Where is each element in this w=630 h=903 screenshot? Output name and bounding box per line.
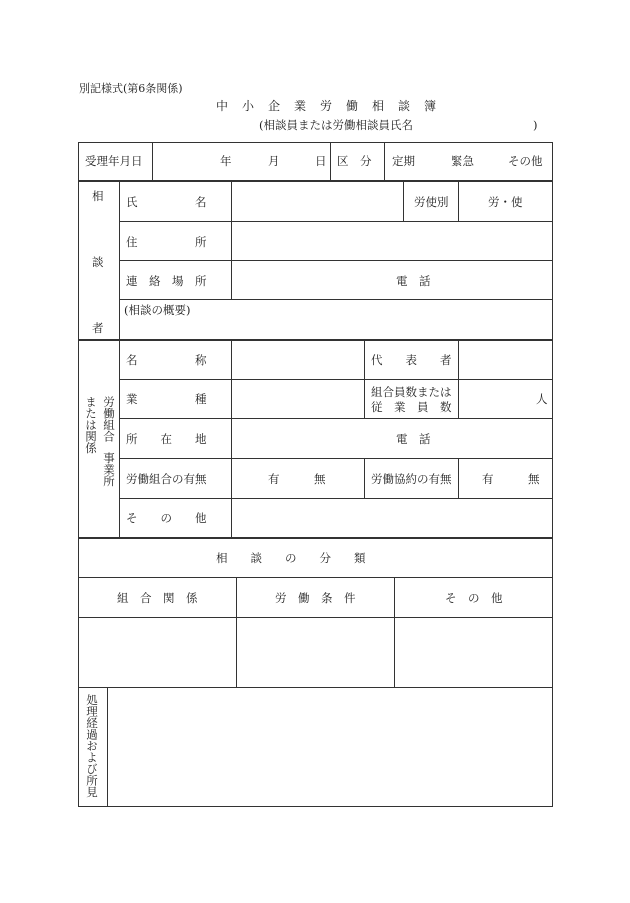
reception-day: 日	[315, 154, 327, 168]
reception-month: 月	[268, 154, 280, 168]
rule	[330, 142, 331, 181]
location-label: 所 在 地	[126, 432, 207, 446]
rule	[119, 418, 553, 419]
org-phone-label: 電 話	[396, 432, 431, 446]
consultant-name-close: )	[533, 118, 538, 132]
rule	[364, 458, 365, 498]
union-exists-value[interactable]: 有 無	[268, 472, 326, 486]
frame-right	[552, 142, 553, 807]
labor-mgmt-label: 労使別	[414, 195, 449, 209]
rule	[78, 687, 553, 688]
category-regular[interactable]: 定期	[392, 154, 415, 168]
rule	[119, 299, 553, 300]
members-unit: 人	[536, 392, 548, 406]
agreement-value[interactable]: 有 無	[482, 472, 540, 486]
org-other-label: そ の 他	[126, 511, 207, 525]
rule	[107, 687, 108, 807]
rule	[231, 181, 232, 300]
org-name-label: 名 称	[126, 353, 207, 367]
representative-label: 代 表 者	[371, 353, 452, 367]
rule	[78, 537, 553, 539]
consultant-phone-label: 電 話	[396, 274, 431, 288]
category-other[interactable]: その他	[508, 154, 543, 168]
rule	[119, 498, 553, 499]
category-label: 区 分	[337, 154, 372, 168]
form-reference: 別記様式(第6条関係)	[79, 82, 183, 95]
form-title: 中 小 企 業 労 働 相 談 簿	[216, 99, 438, 113]
org-side-col2: または関係	[84, 396, 98, 454]
reception-year: 年	[220, 154, 232, 168]
reception-date-label: 受理年月日	[85, 154, 143, 168]
category-urgent[interactable]: 緊急	[451, 154, 474, 168]
rule	[403, 181, 404, 221]
agreement-label: 労働協約の有無	[371, 472, 452, 486]
rule	[364, 340, 365, 419]
consultant-side-char-1: 相	[92, 189, 104, 203]
classification-labor: 労 働 条 件	[275, 591, 356, 605]
processing-label: 処理経過および所見	[85, 694, 99, 798]
classification-union: 組 合 関 係	[117, 591, 198, 605]
rule	[119, 458, 553, 459]
labor-mgmt-value[interactable]: 労・使	[488, 195, 523, 209]
org-side-col1: 労働組合	[102, 396, 116, 442]
members-label-1: 組合員数または	[371, 385, 452, 399]
rule	[119, 340, 120, 538]
rule	[384, 142, 385, 181]
rule	[119, 379, 553, 380]
members-label-2: 従 業 員 数	[371, 400, 452, 414]
rule	[458, 181, 459, 221]
industry-label: 業 種	[126, 392, 207, 406]
summary-label: (相談の概要)	[124, 303, 191, 317]
consultant-name-line: (相談員または労働相談員氏名	[259, 118, 413, 132]
rule	[231, 340, 232, 538]
rule	[394, 577, 395, 688]
union-exists-label: 労働組合の有無	[126, 472, 207, 486]
name-label: 氏 名	[126, 195, 207, 209]
rule	[458, 458, 459, 498]
classification-title: 相 談 の 分 類	[216, 551, 366, 565]
org-side-col3: 事業所	[102, 452, 116, 487]
rule	[78, 617, 553, 618]
rule	[119, 221, 553, 222]
rule	[152, 142, 153, 181]
consultant-side-char-3: 者	[92, 321, 104, 335]
rule	[78, 577, 553, 578]
frame-left	[78, 142, 79, 807]
rule	[78, 339, 553, 341]
frame-bottom	[78, 806, 553, 807]
address-label: 住 所	[126, 235, 207, 249]
rule	[236, 577, 237, 688]
rule	[458, 340, 459, 419]
contact-label: 連 絡 場 所	[126, 274, 207, 288]
frame-top	[78, 142, 553, 143]
consultant-side-char-2: 談	[92, 255, 104, 269]
classification-other: そ の 他	[445, 591, 503, 605]
rule	[78, 180, 553, 182]
rule	[119, 260, 553, 261]
